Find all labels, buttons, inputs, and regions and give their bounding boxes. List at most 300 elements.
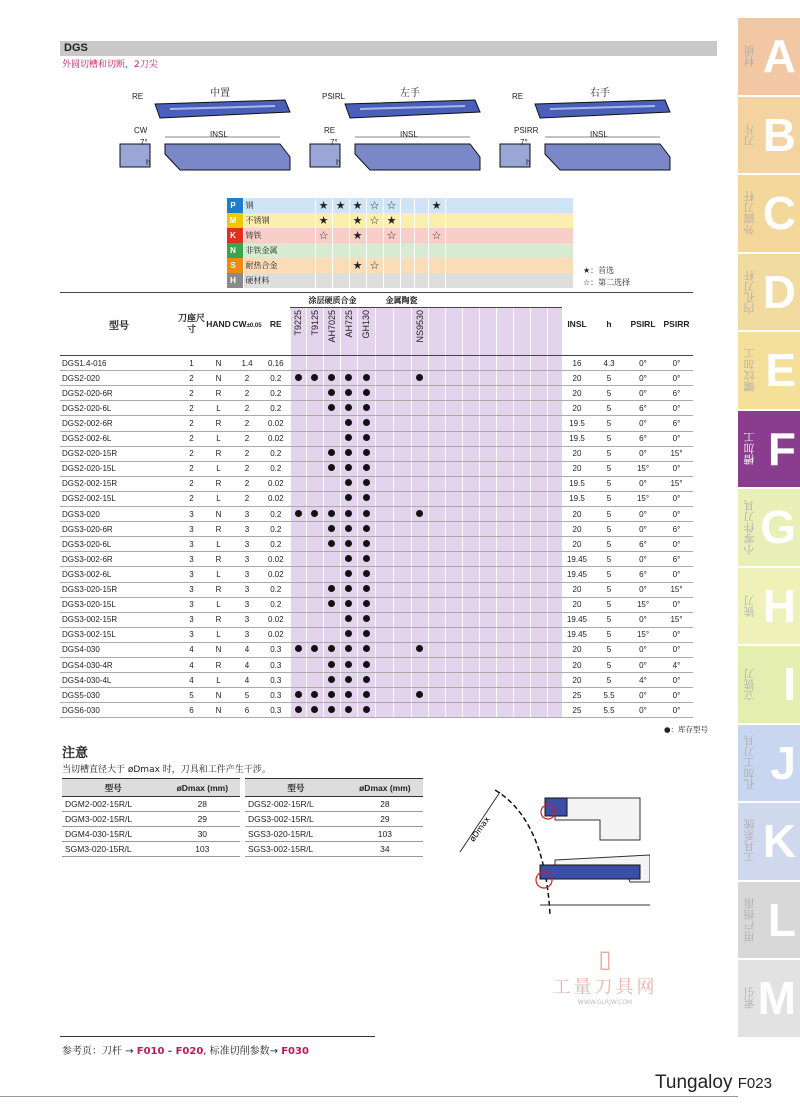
cell-grade <box>547 386 562 401</box>
cell-grade <box>547 642 562 657</box>
cell-insl: 20 <box>562 597 592 612</box>
cell-grade <box>393 688 411 703</box>
col-group-coated: 涂层硬质合金 <box>290 293 375 308</box>
cell-cw: 3 <box>232 582 262 597</box>
cell-grade <box>290 612 306 627</box>
cell-seat: 2 <box>178 401 205 416</box>
cell-hand: L <box>205 627 232 642</box>
cell-seat: 3 <box>178 582 205 597</box>
insert-diagram-1 <box>110 82 300 182</box>
material-name: 铸铁 <box>243 228 315 243</box>
cell-grade <box>496 657 513 672</box>
cell-grade <box>411 582 428 597</box>
cell-grade <box>428 688 445 703</box>
stock-dot <box>363 525 370 532</box>
cell-grade <box>290 416 306 431</box>
side-tab-H[interactable] <box>738 568 800 645</box>
cell-grade <box>513 522 530 537</box>
stock-dot <box>345 525 352 532</box>
cell-psirr: 15° <box>660 446 693 461</box>
side-tab-C[interactable] <box>738 175 800 252</box>
cell-model: DGS4-030-4R <box>60 657 178 672</box>
material-letter-text: H <box>230 276 236 285</box>
stock-dot <box>345 464 352 471</box>
cell-grade <box>306 688 323 703</box>
cell-cw: 3 <box>232 537 262 552</box>
cell-psirl: 6° <box>626 567 660 582</box>
cell-cw: 2 <box>232 386 262 401</box>
dmax-model: DGM3-002-15R/L <box>62 812 165 827</box>
cell-grade <box>462 476 479 491</box>
reference-link-holders[interactable]: F010 - F020 <box>136 1046 204 1057</box>
cell-grade <box>306 371 323 386</box>
cell-seat: 3 <box>178 567 205 582</box>
table-row <box>60 537 693 552</box>
cell-grade <box>445 703 462 718</box>
grade-col <box>306 308 323 356</box>
cell-h: 5 <box>592 612 626 627</box>
cell-grade <box>290 657 306 672</box>
cell-h: 5 <box>592 401 626 416</box>
cell-insl: 20 <box>562 657 592 672</box>
cell-psirr: 0° <box>660 673 693 688</box>
cell-grade <box>375 582 393 597</box>
cell-grade <box>530 673 547 688</box>
cell-grade <box>323 386 340 401</box>
cell-grade <box>462 491 479 506</box>
cell-re: 0.3 <box>262 642 290 657</box>
cell-grade <box>357 431 375 446</box>
cell-grade <box>445 537 462 552</box>
dmax-col-value: øDmax (mm) <box>165 779 240 797</box>
cell-grade <box>479 703 496 718</box>
cell-grade <box>462 552 479 567</box>
cell-grade <box>530 552 547 567</box>
cell-grade <box>411 552 428 567</box>
cell-cw: 3 <box>232 567 262 582</box>
stock-dot <box>295 510 302 517</box>
cell-grade <box>340 642 357 657</box>
grade-name: T9125 <box>309 310 320 336</box>
cell-grade <box>428 446 445 461</box>
cell-psirr: 15° <box>660 476 693 491</box>
dmax-col-value: øDmax (mm) <box>347 779 423 797</box>
stock-dot <box>363 494 370 501</box>
cell-hand: L <box>205 491 232 506</box>
cell-cw: 1.4 <box>232 356 262 371</box>
stock-dot <box>345 479 352 486</box>
cell-model: DGS2-020-15L <box>60 461 178 476</box>
cell-insl: 25 <box>562 703 592 718</box>
material-name: 耐热合金 <box>243 258 315 273</box>
cell-grade <box>513 401 530 416</box>
cell-seat: 4 <box>178 642 205 657</box>
cell-h: 5 <box>592 386 626 401</box>
diagram-label: CW <box>134 126 148 135</box>
cell-psirr: 6° <box>660 416 693 431</box>
dmax-header-row <box>62 779 240 797</box>
reference-link-cutting[interactable]: F030 <box>281 1046 309 1057</box>
cell-insl: 19.5 <box>562 431 592 446</box>
cell-grade <box>445 597 462 612</box>
stock-dot <box>363 434 370 441</box>
cell-grade <box>323 657 340 672</box>
cell-hand: N <box>205 507 232 522</box>
cell-grade <box>357 567 375 582</box>
cell-grade <box>393 582 411 597</box>
cell-psirl: 0° <box>626 416 660 431</box>
stock-dot <box>345 570 352 577</box>
cell-grade <box>357 461 375 476</box>
side-tab-A[interactable] <box>738 18 800 95</box>
cell-grade <box>547 537 562 552</box>
grade-mark <box>414 213 428 228</box>
cell-grade <box>428 461 445 476</box>
cell-psirl: 0° <box>626 657 660 672</box>
cell-hand: R <box>205 416 232 431</box>
cell-grade <box>323 446 340 461</box>
legend-second: ☆：第二选择 <box>583 278 631 287</box>
cell-re: 0.02 <box>262 552 290 567</box>
cell-grade <box>496 401 513 416</box>
cell-psirl: 15° <box>626 597 660 612</box>
grade-col <box>428 308 445 356</box>
cell-grade <box>375 537 393 552</box>
cell-grade <box>323 552 340 567</box>
cell-h: 4.3 <box>592 356 626 371</box>
cell-re: 0.3 <box>262 673 290 688</box>
cell-cw: 3 <box>232 627 262 642</box>
cell-psirl: 15° <box>626 461 660 476</box>
cell-seat: 1 <box>178 356 205 371</box>
stock-dot <box>345 661 352 668</box>
side-tab-G[interactable] <box>738 489 800 566</box>
cell-grade <box>306 627 323 642</box>
cell-grade <box>496 673 513 688</box>
diagram-label: INSL <box>400 130 418 139</box>
col-seat: 刀座尺寸 <box>178 293 205 356</box>
grade-mark <box>400 273 414 288</box>
side-tab-B[interactable] <box>738 97 800 174</box>
cell-grade <box>445 476 462 491</box>
stock-dot <box>328 510 335 517</box>
stock-dot <box>363 676 370 683</box>
table-row <box>60 627 693 642</box>
cell-cw: 2 <box>232 461 262 476</box>
side-tab-letter: A <box>762 30 796 83</box>
side-tab-E[interactable] <box>738 332 800 409</box>
cell-h: 5.5 <box>592 703 626 718</box>
cell-model: DGS5-030 <box>60 688 178 703</box>
cell-grade <box>428 401 445 416</box>
stock-dot <box>363 374 370 381</box>
cell-grade <box>496 552 513 567</box>
cell-insl: 20 <box>562 461 592 476</box>
stock-dot <box>345 449 352 456</box>
cell-grade <box>411 461 428 476</box>
grade-mark: ★ <box>349 228 366 243</box>
cell-hand: L <box>205 431 232 446</box>
cell-grade <box>513 612 530 627</box>
side-tab-letter: C <box>762 187 796 240</box>
cell-grade <box>357 688 375 703</box>
cell-grade <box>513 627 530 642</box>
cell-grade <box>306 657 323 672</box>
cell-grade <box>513 491 530 506</box>
cell-grade <box>357 491 375 506</box>
side-tab-D[interactable] <box>738 254 800 331</box>
dmax-model: DGM2-002-15R/L <box>62 797 165 812</box>
cell-grade <box>375 386 393 401</box>
side-tab-I[interactable] <box>738 646 800 723</box>
side-tab-J[interactable] <box>738 725 800 802</box>
stock-dot <box>363 630 370 637</box>
cell-grade <box>306 356 323 371</box>
cell-grade <box>462 371 479 386</box>
cell-grade <box>547 688 562 703</box>
cell-psirr: 0° <box>660 401 693 416</box>
cell-grade <box>375 522 393 537</box>
cell-re: 0.3 <box>262 688 290 703</box>
cell-model: DGS2-002-6L <box>60 431 178 446</box>
cell-insl: 20 <box>562 371 592 386</box>
dmax-table-left <box>62 778 240 857</box>
cell-cw: 2 <box>232 416 262 431</box>
diagram-label: RE <box>132 92 144 101</box>
cell-model: DGS2-020-6R <box>60 386 178 401</box>
cell-insl: 20 <box>562 582 592 597</box>
cell-cw: 2 <box>232 446 262 461</box>
cell-grade <box>411 567 428 582</box>
cell-psirl: 15° <box>626 627 660 642</box>
diagram-title: 中置 <box>210 88 230 99</box>
cell-grade <box>306 673 323 688</box>
cell-cw: 2 <box>232 476 262 491</box>
cell-grade <box>445 673 462 688</box>
cell-re: 0.2 <box>262 597 290 612</box>
cell-re: 0.02 <box>262 491 290 506</box>
stock-dot <box>311 706 318 713</box>
cell-insl: 19.45 <box>562 552 592 567</box>
stock-dot <box>345 540 352 547</box>
cell-grade <box>323 582 340 597</box>
material-row-P <box>227 198 573 213</box>
cell-grade <box>393 401 411 416</box>
grade-mark <box>315 273 332 288</box>
reference-mid: , 标准切削参数→ <box>203 1046 282 1057</box>
material-row-K <box>227 228 573 243</box>
grade-mark <box>332 258 349 273</box>
cell-grade <box>513 688 530 703</box>
cell-re: 0.02 <box>262 431 290 446</box>
cell-grade <box>530 491 547 506</box>
cell-h: 5 <box>592 597 626 612</box>
cell-grade <box>496 446 513 461</box>
cell-psirl: 0° <box>626 386 660 401</box>
cell-hand: L <box>205 401 232 416</box>
cell-grade <box>340 507 357 522</box>
dmax-col-model: 型号 <box>245 779 347 797</box>
grade-row-fill <box>445 228 573 243</box>
cell-grade <box>547 552 562 567</box>
side-tab-L[interactable] <box>738 882 800 959</box>
side-tab-letter: H <box>762 579 796 632</box>
cell-grade <box>479 552 496 567</box>
cell-grade <box>462 567 479 582</box>
cell-grade <box>411 657 428 672</box>
grade-mark <box>315 258 332 273</box>
grade-mark <box>366 228 383 243</box>
cell-psirl: 6° <box>626 431 660 446</box>
cell-grade <box>547 356 562 371</box>
col-psirl: PSIRL <box>626 293 660 356</box>
side-tab-letter: F <box>767 422 796 475</box>
insert-diagram-3 <box>490 82 680 182</box>
side-tab-label: 刀片 <box>743 123 756 146</box>
cell-grade <box>375 371 393 386</box>
cell-grade <box>323 401 340 416</box>
diagram-label: INSL <box>590 130 608 139</box>
cell-grade <box>375 673 393 688</box>
side-tab-letter: B <box>762 108 796 161</box>
grade-name: AH7025 <box>326 310 337 343</box>
cell-grade <box>340 673 357 688</box>
stock-dot <box>363 464 370 471</box>
cell-grade <box>445 688 462 703</box>
cell-grade <box>547 612 562 627</box>
grade-row-fill <box>445 258 573 273</box>
cell-psirr: 0° <box>660 703 693 718</box>
cell-seat: 4 <box>178 657 205 672</box>
dmax-row <box>62 842 240 857</box>
col-cw <box>232 293 262 356</box>
cell-grade <box>445 642 462 657</box>
cell-grade <box>513 476 530 491</box>
cell-grade <box>393 673 411 688</box>
cell-grade <box>530 703 547 718</box>
grade-name: NS9530 <box>414 310 425 343</box>
grade-col <box>323 308 340 356</box>
table-row <box>60 673 693 688</box>
cell-psirl: 0° <box>626 612 660 627</box>
col-cw-tol: ±0.05 <box>246 323 262 330</box>
cell-grade <box>411 703 428 718</box>
cell-model: DGS3-020-15L <box>60 597 178 612</box>
cell-psirl: 0° <box>626 476 660 491</box>
cell-h: 5 <box>592 552 626 567</box>
cell-h: 5 <box>592 522 626 537</box>
col-re: RE <box>262 293 290 356</box>
cell-insl: 20 <box>562 537 592 552</box>
table-row <box>60 612 693 627</box>
dmax-label: øDmax <box>467 814 492 844</box>
cell-grade <box>513 642 530 657</box>
insert-upper <box>545 798 567 816</box>
holder-upper <box>555 798 640 840</box>
cell-h: 5.5 <box>592 688 626 703</box>
grade-legend <box>583 265 630 289</box>
dmax-row <box>62 797 240 812</box>
cell-seat: 2 <box>178 446 205 461</box>
dmax-row <box>245 827 423 842</box>
cell-grade <box>496 507 513 522</box>
stock-dot <box>345 419 352 426</box>
cell-grade <box>290 537 306 552</box>
side-tab-F[interactable] <box>738 411 800 488</box>
stock-dot <box>345 434 352 441</box>
grade-mark: ★ <box>332 198 349 213</box>
cell-grade <box>375 431 393 446</box>
cell-model: DGS3-002-15R <box>60 612 178 627</box>
cell-re: 0.16 <box>262 356 290 371</box>
cell-seat: 4 <box>178 673 205 688</box>
cell-psirr: 0° <box>660 537 693 552</box>
cell-grade <box>530 612 547 627</box>
cell-model: DGS3-002-6L <box>60 567 178 582</box>
cell-psirr: 6° <box>660 522 693 537</box>
cell-grade <box>445 416 462 431</box>
cell-model: DGS3-020-6L <box>60 537 178 552</box>
cell-grade <box>428 522 445 537</box>
cell-grade <box>323 371 340 386</box>
cell-re: 0.2 <box>262 386 290 401</box>
cell-grade <box>462 612 479 627</box>
cell-grade <box>479 461 496 476</box>
cell-grade <box>479 371 496 386</box>
grade-col <box>547 308 562 356</box>
stock-dot <box>363 615 370 622</box>
cell-grade <box>411 507 428 522</box>
cell-psirr: 0° <box>660 567 693 582</box>
side-tab-M[interactable] <box>738 960 800 1037</box>
page-number: F023 <box>737 1075 772 1092</box>
table-row <box>60 522 693 537</box>
cell-grade <box>530 627 547 642</box>
side-tab-K[interactable] <box>738 803 800 880</box>
cell-grade <box>411 491 428 506</box>
cell-psirr: 0° <box>660 461 693 476</box>
material-name: 不锈钢 <box>243 213 315 228</box>
stock-dot <box>363 585 370 592</box>
grade-row-fill <box>445 213 573 228</box>
side-tab-label: 内孔刀杆 <box>743 269 756 314</box>
material-letter <box>227 273 243 288</box>
cell-grade <box>445 491 462 506</box>
cell-grade <box>530 386 547 401</box>
cell-grade <box>496 597 513 612</box>
cell-model: DGS3-002-6R <box>60 552 178 567</box>
cell-grade <box>290 582 306 597</box>
note-title: 注意 <box>62 746 89 761</box>
dmax-value: 30 <box>165 827 240 842</box>
stock-dot <box>345 555 352 562</box>
grade-mark: ☆ <box>428 228 445 243</box>
stock-dot <box>363 555 370 562</box>
cell-grade <box>375 657 393 672</box>
cell-grade <box>375 476 393 491</box>
stock-dot <box>328 389 335 396</box>
cell-grade <box>428 491 445 506</box>
cell-grade <box>323 507 340 522</box>
cell-grade <box>411 371 428 386</box>
cell-model: DGS3-002-15L <box>60 627 178 642</box>
cell-grade <box>393 612 411 627</box>
cell-grade <box>306 461 323 476</box>
cell-h: 5 <box>592 446 626 461</box>
cell-grade <box>428 371 445 386</box>
side-tab-label: 铣刀 <box>743 594 756 617</box>
grade-col <box>411 308 428 356</box>
